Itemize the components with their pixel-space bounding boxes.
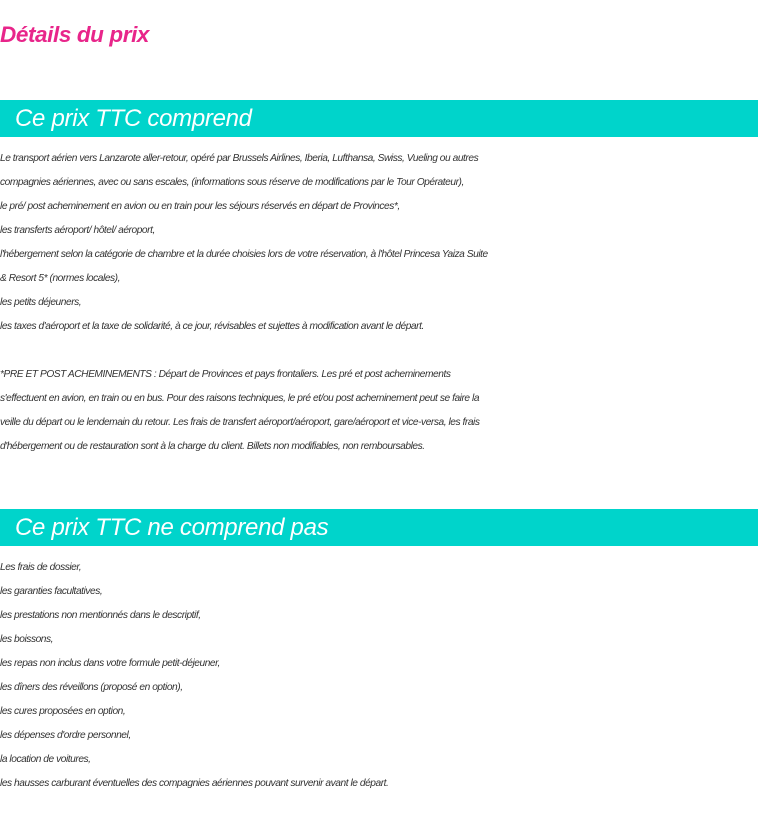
included-line: & Resort 5* (normes locales), — [0, 273, 120, 284]
excluded-section-header — [0, 509, 758, 546]
page-title: Détails du prix — [0, 22, 150, 47]
included-section-header — [0, 100, 758, 137]
excluded-line: la location de voitures, — [0, 754, 91, 765]
excluded-line: les garanties facultatives, — [0, 586, 103, 597]
included-line: le pré/ post acheminement en avion ou en train pour les séjours réservés en départ de Provinces*, — [0, 201, 400, 212]
included-line: les petits déjeuners, — [0, 297, 82, 308]
acheminement-note-line: *PRE ET POST ACHEMINEMENTS : Départ de Provinces et pays frontaliers. Les pré et post acheminements — [0, 369, 451, 380]
paragraph-gap — [0, 339, 758, 363]
included-heading: Ce prix TTC comprend — [15, 105, 252, 132]
excluded-heading: Ce prix TTC ne comprend pas — [15, 514, 329, 541]
acheminement-note-line: s'effectuent en avion, en train ou en bus. Pour des raisons techniques, le pré et/ou post acheminement peut se faire la — [0, 393, 480, 404]
excluded-line: les boissons, — [0, 634, 54, 645]
acheminement-note-line: veille du départ ou le lendemain du retour. Les frais de transfert aéroport/aéroport, gare/aéroport et vice-versa, les frais — [0, 417, 480, 428]
included-list — [0, 147, 758, 459]
excluded-line: les hausses carburant éventuelles des compagnies aériennes pouvant survenir avant le départ. — [0, 778, 389, 789]
excluded-line: les dîners des réveillons (proposé en option), — [0, 682, 183, 693]
acheminement-note-line: d'hébergement ou de restauration sont à la charge du client. Billets non modifiables, non remboursables. — [0, 441, 425, 452]
included-line: les transferts aéroport/ hôtel/ aéroport, — [0, 225, 155, 236]
excluded-line: les dépenses d'ordre personnel, — [0, 730, 131, 741]
excluded-line: les prestations non mentionnés dans le descriptif, — [0, 610, 201, 621]
included-line: Le transport aérien vers Lanzarote aller-retour, opéré par Brussels Airlines, Iberia, Lufthansa, Swiss, Vueling ou autres — [0, 153, 479, 164]
excluded-list — [0, 556, 758, 796]
excluded-line: les cures proposées en option, — [0, 706, 126, 717]
included-line: compagnies aériennes, avec ou sans escales, (informations sous réserve de modifications par le Tour Opérateur), — [0, 177, 464, 188]
excluded-line: Les frais de dossier, — [0, 562, 82, 573]
included-line: l'hébergement selon la catégorie de chambre et la durée choisies lors de votre réservation, à l'hôtel Princesa Yaiza Suite — [0, 249, 488, 260]
included-line: les taxes d'aéroport et la taxe de solidarité, à ce jour, révisables et sujettes à modification avant le départ. — [0, 321, 424, 332]
excluded-line: les repas non inclus dans votre formule petit-déjeuner, — [0, 658, 220, 669]
